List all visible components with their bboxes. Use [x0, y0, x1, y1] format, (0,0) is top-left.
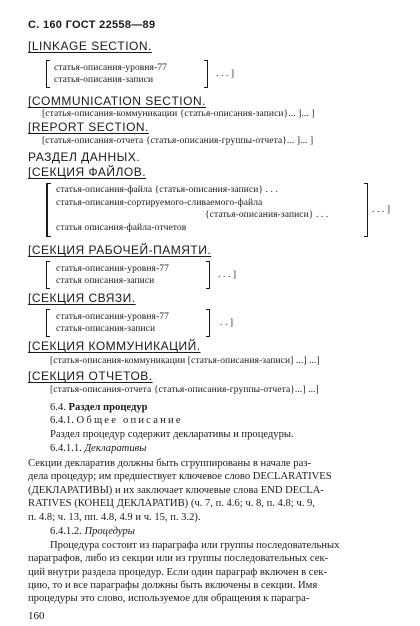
heading-data-division: РАЗДЕЛ ДАННЫХ. — [28, 150, 141, 164]
page-number: 160 — [28, 610, 45, 622]
syntax-line: [статья-описания-коммуникации [статья-описания-записи] ...] ...] — [50, 356, 320, 366]
heading-linkage-section: [LINKAGE SECTION. — [28, 39, 152, 53]
subsection-heading — [50, 527, 135, 538]
heading-communication-section: [COMMUNICATION SECTION. — [28, 94, 206, 108]
syntax-line: статья-описания-записи — [54, 75, 154, 85]
syntax-line: [статья-описания-отчета {статья-описания-группы-отчета}... ]... ] — [42, 136, 314, 146]
repeat-ellipsis: . . . ] — [372, 205, 391, 215]
brace-close — [204, 60, 208, 88]
paragraph-line: процедуры это слово, используемое для обращения к парагра- — [28, 593, 310, 604]
paragraph-line: п. 4.8; ч. 13, пп. 4.8, 4.9 и ч. 15, п. 3.2). — [28, 512, 201, 523]
heading-linkage-section-ru: [СЕКЦИЯ СВЯЗИ. — [28, 291, 136, 305]
section-number: 6.4.1.2. — [50, 526, 82, 537]
subsection-heading — [50, 444, 146, 455]
heading-report-section: [REPORT SECTION. — [28, 120, 149, 134]
paragraph-line: параграфов, либо из секции или из группы последовательных сек- — [28, 553, 329, 564]
syntax-line: статья-описания-уровня-77 — [54, 63, 167, 73]
brace-close — [206, 309, 210, 337]
section-number: 6.4.1.1. — [50, 443, 82, 454]
paragraph-line: (ДЕКЛАРАТИВЫ) и их заключает ключевые слова END DECLA- — [28, 485, 324, 496]
repeat-ellipsis: . . . ] — [216, 69, 235, 79]
subsection-heading — [50, 416, 183, 427]
brace-open — [46, 261, 50, 289]
section-title: Общее описание — [76, 415, 183, 426]
heading-working-storage-section: [СЕКЦИЯ РАБОЧЕЙ-ПАМЯТИ. — [28, 243, 212, 257]
heading-communication-section-ru: [СЕКЦИЯ КОММУНИКАЦИЙ. — [28, 339, 201, 353]
brace-open — [46, 309, 50, 337]
section-title: Декларативы — [84, 443, 147, 454]
syntax-line: статья-описания-записи — [56, 324, 156, 334]
paragraph-line: ций внутри раздела процедур. Если один параграф включен в сек- — [28, 567, 328, 578]
heading-file-section: [СЕКЦИЯ ФАЙЛОВ. — [28, 165, 147, 179]
heading-report-section-ru: [СЕКЦИЯ ОТЧЕТОВ. — [28, 369, 153, 383]
syntax-line: статья-описания-уровня-77 — [56, 312, 169, 322]
syntax-line: статья описания-файла-отчетов — [56, 223, 187, 233]
paragraph-line: дела процедур; им предшествует ключевое слово DECLARATIVES — [28, 471, 332, 482]
paragraph-line: RATIVES (КОНЕЦ ДЕКЛАРАТИВ) (ч. 7, п. 4.6; ч. 8, п. 4.8; ч. 9, — [28, 498, 315, 509]
page-header: С. 160 ГОСТ 22558—89 — [28, 19, 156, 31]
paragraph-line: Процедура состоит из параграфа или группы последовательных — [50, 540, 340, 551]
brace-close — [206, 261, 210, 289]
brace-close — [364, 183, 368, 237]
syntax-line: [статья-описания-отчета {статья-описания-группы-отчета}...] ...] — [50, 385, 319, 395]
section-number: 6.4. — [50, 402, 66, 413]
syntax-line: статья-описания-уровня-77 — [56, 264, 169, 274]
syntax-line: [статья-описания-коммуникации {статья-описания-записи}... ]... ] — [42, 109, 315, 119]
paragraph-line: Секции декларатив должны быть сгруппированы в начале раз- — [28, 458, 311, 469]
syntax-line: {статья-описания-записи} . . . — [205, 210, 329, 220]
repeat-ellipsis: . . ] — [220, 318, 234, 328]
syntax-line: статья-описания-файла {статья-описания-записи} . . . — [56, 185, 278, 195]
section-title: Процедуры — [84, 526, 135, 537]
section-heading — [50, 403, 148, 414]
paragraph-line: цию, то и все параграфы должны быть включены в секции. Имя — [28, 580, 318, 591]
brace-open — [46, 60, 50, 88]
brace-open — [46, 183, 51, 237]
paragraph: Раздел процедур содержит декларативы и процедуры. — [50, 429, 294, 440]
section-number: 6.4.1. — [50, 415, 74, 426]
syntax-line: статья-описания-сортируемого-сливаемого-файла — [56, 198, 263, 208]
section-title: Раздел процедур — [68, 402, 148, 413]
syntax-line: статья описания-записи — [56, 276, 155, 286]
repeat-ellipsis: . . . ] — [218, 270, 237, 280]
